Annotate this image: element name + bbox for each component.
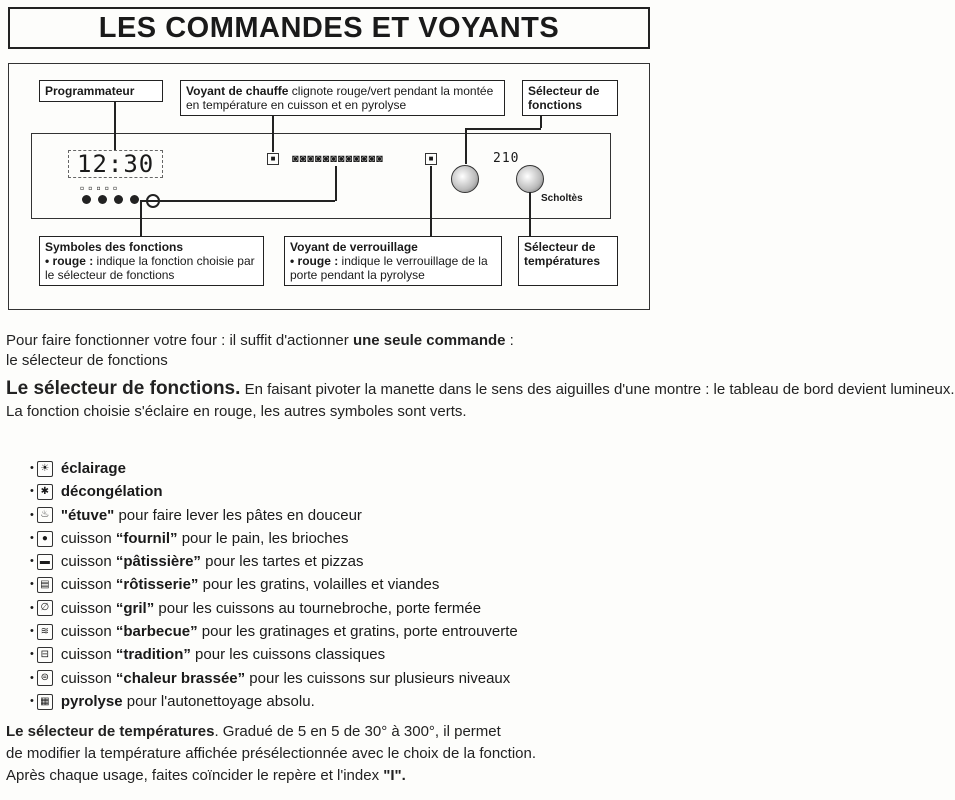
intro-line1-b: : <box>505 332 514 349</box>
intro-paragraph <box>6 331 514 371</box>
function-desc: pour faire lever les pâtes en douceur <box>114 506 362 524</box>
label-verrouillage-text: indique le verrouillage de la porte pendant la pyrolyse <box>290 254 488 282</box>
temperature-paragraph <box>6 721 536 787</box>
lock-indicator-icon: ■ <box>425 153 437 165</box>
bullet: • <box>30 694 34 707</box>
connector-symboles-v <box>140 200 142 236</box>
intro-line1-bold: une seule commande <box>352 332 506 349</box>
connector-programmateur <box>114 102 116 150</box>
programmer-button-2[interactable] <box>98 195 107 204</box>
function-list-item <box>30 504 518 527</box>
function-list-item <box>30 597 518 620</box>
function-name: “rôtisserie” <box>115 576 199 594</box>
function-list-item <box>30 643 518 666</box>
label-symboles-bold: • rouge : <box>45 254 94 268</box>
function-pre: cuisson <box>60 553 116 571</box>
function-name: “tradition” <box>115 646 191 664</box>
temperature-display: 210 <box>493 151 520 166</box>
function-pre: cuisson <box>60 623 116 641</box>
function-desc: pour les cuissons au tournebroche, porte fermée <box>154 599 482 617</box>
connector-temperatures <box>529 192 531 236</box>
defrost-icon: ✱ <box>37 484 53 500</box>
brand-logo: Scholtès <box>541 193 583 204</box>
temperature-text3-a: Après chaque usage, faites coïncider le repère et l'index <box>6 767 384 784</box>
function-pre: cuisson <box>60 599 116 617</box>
programmer-button-3[interactable] <box>114 195 123 204</box>
selecteur-paragraph <box>6 378 955 423</box>
bread-icon: ● <box>37 531 53 547</box>
function-list-item <box>30 690 518 713</box>
bullet: • <box>30 648 34 661</box>
heating-indicator-icon: ■ <box>267 153 279 165</box>
fan-icon: ⊜ <box>37 670 53 686</box>
bullet: • <box>30 485 34 498</box>
bullet: • <box>30 531 34 544</box>
page-title-box <box>8 7 650 49</box>
label-voyant-chauffe-title: Voyant de chauffe <box>186 84 289 98</box>
barbecue-icon: ≋ <box>37 624 53 640</box>
label-selecteur-fonctions-text: Sélecteur de fonctions <box>528 84 600 112</box>
label-programmateur-text: Programmateur <box>45 84 135 98</box>
label-verrouillage-title: Voyant de verrouillage <box>290 240 418 254</box>
connector-symboles-h <box>140 200 335 202</box>
label-verrouillage-bold: • rouge : <box>290 254 339 268</box>
function-name: “gril” <box>115 599 155 617</box>
function-list-item <box>30 457 518 480</box>
connector-verrouillage <box>430 166 432 236</box>
function-selector-knob[interactable] <box>451 165 479 193</box>
connector-selecteur-fonctions <box>540 116 542 128</box>
function-name: "étuve" <box>60 506 115 524</box>
label-symboles-title: Symboles des fonctions <box>45 240 184 254</box>
temperature-heading: Le sélecteur de températures <box>6 723 215 740</box>
function-name: “fournil” <box>115 529 178 547</box>
label-voyant-chauffe-text: clignote rouge/vert pendant la montée en température en cuisson et en pyrolyse <box>186 84 494 112</box>
function-list-item <box>30 620 518 643</box>
tradition-icon: ⊟ <box>37 647 53 663</box>
light-icon: ☀ <box>37 461 53 477</box>
function-pre: cuisson <box>60 669 116 687</box>
function-name: “pâtissière” <box>115 553 201 571</box>
label-selecteur-fonctions <box>522 80 618 116</box>
grill-icon: ∅ <box>37 600 53 616</box>
programmer-button-icons: ▫▫▫▫▫ <box>80 181 122 195</box>
bullet: • <box>30 601 34 614</box>
selecteur-text1: En faisant pivoter la manette dans le sens des aiguilles d'une montre : le tableau de bord devient lumineux. <box>240 381 955 398</box>
function-name: éclairage <box>60 460 126 477</box>
function-name: décongélation <box>60 483 163 501</box>
label-symboles-text: indique la fonction choisie par le sélecteur de fonctions <box>45 254 255 282</box>
function-list-item <box>30 573 518 596</box>
page-title: LES COMMANDES ET VOYANTS <box>98 12 560 44</box>
programmer-button-1[interactable] <box>82 195 91 204</box>
intro-line2: le sélecteur de fonctions <box>6 352 168 369</box>
function-desc: pour les gratinages et gratins, porte entrouverte <box>197 623 518 641</box>
function-pre: cuisson <box>60 529 116 547</box>
function-desc: pour les gratins, volailles et viandes <box>198 576 440 594</box>
connector-selecteur-fonctions-h <box>465 128 541 130</box>
selecteur-heading: Le sélecteur de fonctions. <box>6 378 241 399</box>
bullet: • <box>30 508 34 521</box>
temperature-selector-knob[interactable] <box>516 165 544 193</box>
connector-symboles-v2 <box>335 166 337 201</box>
programmer-display: 12:30 <box>68 150 163 178</box>
function-name: “chaleur brassée” <box>115 669 246 687</box>
intro-line1-a: Pour faire fonctionner votre four : il suffit d'actionner <box>6 332 353 349</box>
function-desc: pour le pain, les brioches <box>177 529 349 547</box>
bullet: • <box>30 625 34 638</box>
bullet: • <box>30 555 34 568</box>
label-selecteur-temperatures-text: Sélecteur de températures <box>524 240 601 268</box>
label-selecteur-temperatures <box>518 236 618 286</box>
temperature-text2: de modifier la température affichée présélectionnée avec le choix de la fonction. <box>6 745 537 762</box>
function-symbols-strip: ◙◙◙◙◙◙◙◙◙◙◙◙ <box>292 153 384 165</box>
connector-selecteur-fonctions-v2 <box>465 128 467 164</box>
function-name: pyrolyse <box>60 692 123 710</box>
proofing-icon: ♨ <box>37 507 53 523</box>
function-desc: pour l'autonettoyage absolu. <box>122 692 315 710</box>
function-desc: pour les cuissons classiques <box>190 646 386 664</box>
function-list-item <box>30 667 518 690</box>
function-list-item <box>30 550 518 573</box>
temperature-text1: . Gradué de 5 en 5 de 30° à 300°, il permet <box>214 723 501 740</box>
function-name: “barbecue” <box>115 623 198 641</box>
connector-voyant-chauffe <box>272 116 274 152</box>
pastry-icon: ▬ <box>37 554 53 570</box>
bullet: • <box>30 578 34 591</box>
label-verrouillage <box>284 236 502 286</box>
function-list-item <box>30 480 518 503</box>
label-programmateur <box>39 80 163 102</box>
temperature-text3-bold: "I". <box>383 767 406 784</box>
programmer-button-4[interactable] <box>130 195 139 204</box>
function-desc: pour les tartes et pizzas <box>200 553 364 571</box>
function-pre: cuisson <box>60 576 116 594</box>
selecteur-text2: La fonction choisie s'éclaire en rouge, les autres symboles sont verts. <box>6 403 467 420</box>
bullet: • <box>30 462 34 474</box>
function-list <box>30 457 518 713</box>
roast-icon: ▤ <box>37 577 53 593</box>
bullet: • <box>30 671 34 684</box>
label-voyant-chauffe <box>180 80 505 116</box>
label-symboles <box>39 236 264 286</box>
function-list-item <box>30 527 518 550</box>
function-pre: cuisson <box>60 646 116 664</box>
pyrolysis-icon: ▦ <box>37 694 53 710</box>
function-desc: pour les cuissons sur plusieurs niveaux <box>245 669 511 687</box>
